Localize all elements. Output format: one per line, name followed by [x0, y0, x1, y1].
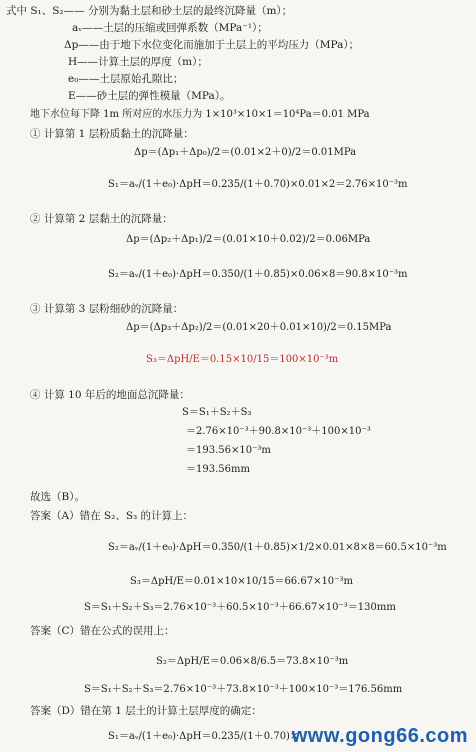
- text-line: Δp＝(Δp₃＋Δp₂)/2＝(0.01×20＋0.01×10)/2＝0.15MPa: [126, 322, 392, 333]
- text-line: aᵥ——土层的压缩或回弹系数（MPa⁻¹）；: [72, 22, 268, 34]
- text-line: ④ 计算 10 年后的地面总沉降量：: [30, 389, 190, 401]
- text-line: 地下水位每下降 1m 所对应的水压力为 1×10³×10×1＝10⁴Pa＝0.01 MPa: [30, 109, 370, 120]
- text-line: E——砂土层的弹性模量（MPa）。: [68, 90, 231, 102]
- text-line: 答案（D）错在第 1 层土的计算土层厚度的确定：: [30, 705, 262, 717]
- text-line: S₂＝aᵥ/(1＋e₀)·ΔpH＝0.350/(1＋0.85)×1/2×0.01×8×8＝60.5×10⁻³m: [108, 542, 447, 553]
- text-line: S＝S₁＋S₂＋S₃＝2.76×10⁻³＋73.8×10⁻³＋100×10⁻³＝176.56mm: [84, 684, 403, 695]
- text-line: S＝S₁＋S₂＋S₃＝2.76×10⁻³＋60.5×10⁻³＋66.67×10⁻³＝130mm: [84, 602, 396, 613]
- text-line: Δp＝(Δp₂＋Δp₁)/2＝(0.01×10＋0.02)/2＝0.06MPa: [126, 234, 371, 245]
- text-line: 故选（B）。: [30, 491, 85, 503]
- text-line: S₁＝aᵥ/(1＋e₀)·ΔpH＝0.235/(1＋0.70)×0.01×2＝2.76×10⁻³m: [108, 179, 408, 190]
- text-line: S₃＝ΔpH/E＝0.15×10/15＝100×10⁻³m: [146, 354, 339, 365]
- watermark: www.gong66.com: [291, 725, 468, 747]
- text-line: ＝2.76×10⁻³＋90.8×10⁻³＋100×10⁻³: [186, 426, 371, 437]
- text-line: ③ 计算第 3 层粉细砂的沉降量：: [30, 303, 184, 315]
- text-line: S₂＝aᵥ/(1＋e₀)·ΔpH＝0.350/(1＋0.85)×0.06×8＝90.8×10⁻³m: [108, 269, 408, 280]
- text-line: ② 计算第 2 层黏土的沉降量：: [30, 213, 173, 225]
- text-line: e₀——土层原始孔隙比；: [68, 73, 184, 85]
- text-line: ＝193.56×10⁻³m: [186, 445, 271, 456]
- text-line: Δp＝(Δp₁＋Δp₀)/2＝(0.01×2＋0)/2＝0.01MPa: [134, 147, 357, 158]
- text-line: S₂＝ΔpH/E＝0.06×8/6.5＝73.8×10⁻³m: [156, 656, 349, 667]
- text-line: ① 计算第 1 层粉质黏土的沉降量：: [30, 128, 194, 140]
- text-line: ＝193.56mm: [186, 464, 250, 475]
- text-line: Δp——由于地下水位变化而施加于土层上的平均压力（MPa）；: [64, 39, 360, 51]
- text-line: 答案（C）错在公式的误用上：: [30, 625, 175, 637]
- text-line: 式中 S₁、S₂—— 分别为黏土层和砂土层的最终沉降量（m）；: [6, 5, 293, 17]
- text-line: S＝S₁＋S₂＋S₃: [182, 407, 252, 418]
- text-line: S₁＝aᵥ/(1＋e₀)·ΔpH＝0.235/(1＋0.70)×: [108, 731, 299, 742]
- text-line: H——计算土层的厚度（m）；: [68, 56, 208, 68]
- text-line: S₃＝ΔpH/E＝0.01×10×10/15＝66.67×10⁻³m: [130, 576, 353, 587]
- text-line: 答案（A）错在 S₂、S₃ 的计算上：: [30, 510, 194, 522]
